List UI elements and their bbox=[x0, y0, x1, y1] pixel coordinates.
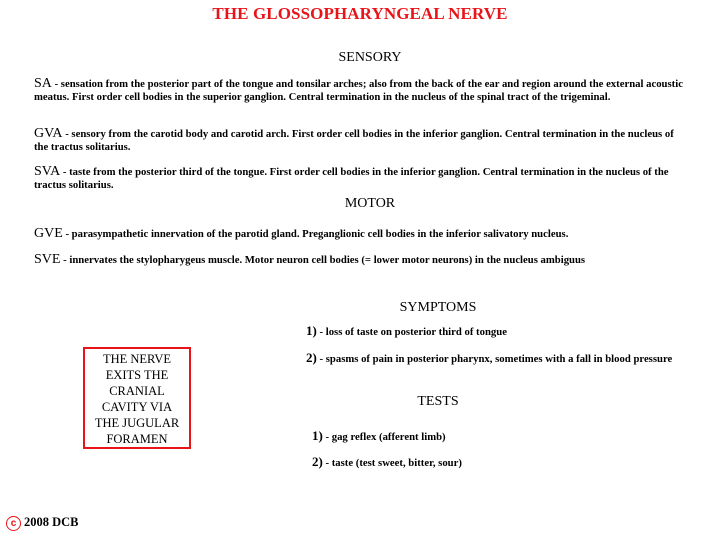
copyright-notice bbox=[6, 515, 79, 531]
sva-text: - taste from the posterior third of the tongue. First order cell bodies in the inferior ganglion. Central termination in the nucleus of the tractus solitarius. bbox=[34, 166, 669, 191]
symptom-text: - spasms of pain in posterior pharynx, sometimes with a fall in blood pressure bbox=[316, 353, 673, 365]
sensory-heading: SENSORY bbox=[338, 50, 402, 65]
test-number: 1) bbox=[312, 428, 323, 443]
sve-paragraph bbox=[34, 254, 690, 267]
gva-code: GVA bbox=[34, 126, 63, 141]
tests-heading: TESTS bbox=[417, 394, 459, 409]
gve-code: GVE bbox=[34, 226, 63, 241]
motor-heading: MOTOR bbox=[344, 196, 396, 211]
symptoms-heading: SYMPTOMS bbox=[399, 300, 477, 315]
symptom-number: 2) bbox=[306, 350, 317, 365]
jugular-box-line: CRANIAL bbox=[109, 384, 165, 398]
jugular-box-line: CAVITY VIA bbox=[101, 400, 173, 414]
test-text: - taste (test sweet, bitter, sour) bbox=[322, 457, 462, 469]
jugular-box-line: EXITS THE bbox=[105, 368, 169, 382]
copyright-icon: c bbox=[6, 516, 21, 531]
gve-paragraph bbox=[34, 228, 690, 241]
page-title: THE GLOSSOPHARYNGEAL NERVE bbox=[212, 4, 508, 23]
jugular-box-line: THE JUGULAR bbox=[94, 416, 180, 430]
sva-code: SVA bbox=[34, 164, 61, 179]
symptom-item bbox=[306, 352, 686, 366]
jugular-box-line: FORAMEN bbox=[106, 432, 168, 446]
jugular-foramen-box bbox=[83, 347, 191, 449]
symptom-number: 1) bbox=[306, 323, 317, 338]
symptom-text: - loss of taste on posterior third of tongue bbox=[316, 326, 507, 338]
test-item bbox=[312, 430, 612, 444]
test-text: - gag reflex (afferent limb) bbox=[322, 431, 446, 443]
copyright-text: 2008 DCB bbox=[24, 515, 79, 529]
symptom-item bbox=[306, 325, 686, 339]
sa-text: - sensation from the posterior part of the tongue and tonsilar arches; also from the back of the ear and region around the external acoustic meatus. First order cell bodies in the superior ganglion. Central termination in the nucleus of the spinal tract of the trigeminal. bbox=[34, 78, 683, 103]
gva-paragraph bbox=[34, 128, 690, 153]
gva-text: - sensory from the carotid body and carotid arch. First order cell bodies in the inferior ganglion. Central termination in the nucleus of the tractus solitarius. bbox=[34, 128, 674, 153]
sva-paragraph bbox=[34, 166, 690, 191]
sve-code: SVE bbox=[34, 252, 61, 267]
test-number: 2) bbox=[312, 454, 323, 469]
jugular-box-line: THE NERVE bbox=[102, 352, 172, 366]
sa-paragraph bbox=[34, 78, 690, 103]
sa-code: SA bbox=[34, 76, 52, 91]
gve-text: - parasympathetic innervation of the parotid gland. Preganglionic cell bodies in the inferior salivatory nucleus. bbox=[62, 228, 569, 240]
sve-text: - innervates the stylopharygeus muscle. Motor neuron cell bodies (= lower motor neurons) in the nucleus ambiguus bbox=[60, 254, 586, 266]
test-item bbox=[312, 456, 612, 470]
